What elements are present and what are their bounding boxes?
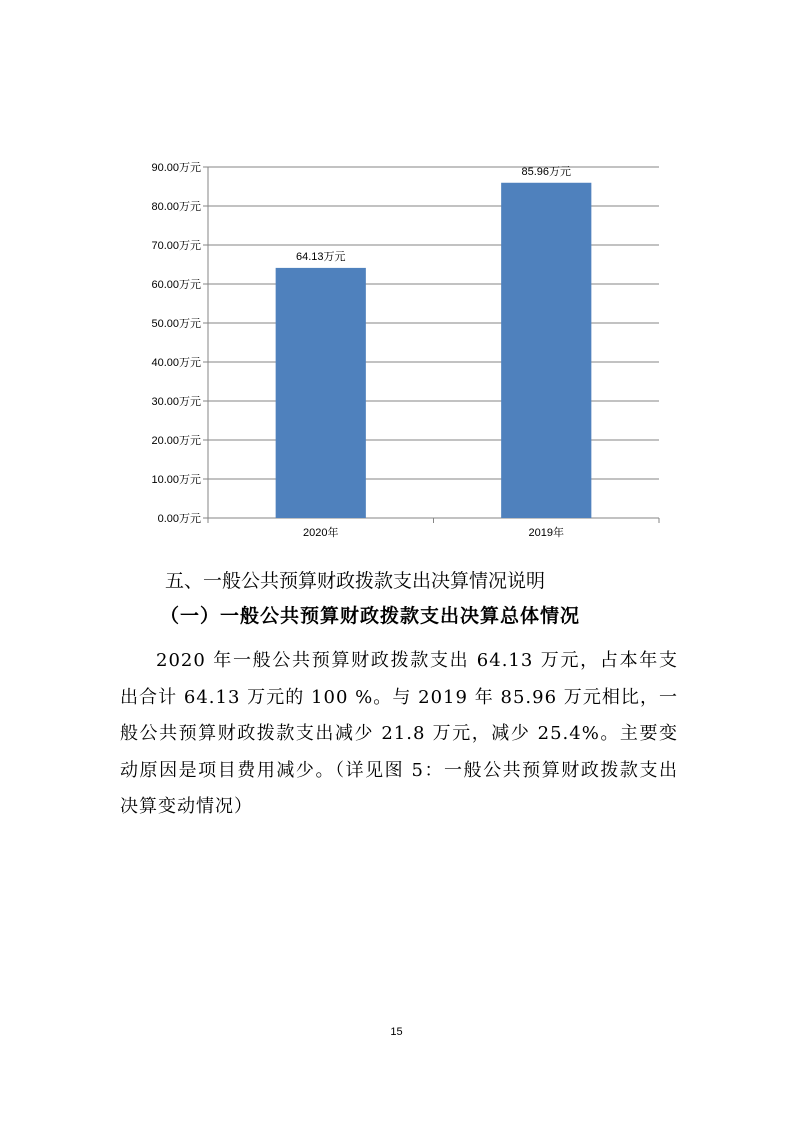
y-tick-label: 0.00万元 <box>157 513 201 525</box>
y-tick-label: 10.00万元 <box>151 474 201 486</box>
bar <box>501 183 591 518</box>
x-tick-label: 2019年 <box>528 527 564 539</box>
x-tick-label: 2020年 <box>303 527 339 539</box>
data-label: 85.96万元 <box>521 165 572 178</box>
bar <box>276 268 366 518</box>
y-tick-label: 30.00万元 <box>151 396 201 408</box>
y-tick-label: 20.00万元 <box>151 435 201 447</box>
page-number: 15 <box>390 1026 403 1038</box>
section-heading: 五、一般公共预算财政拨款支出决算情况说明 <box>165 570 546 592</box>
y-tick-label: 70.00万元 <box>151 240 201 252</box>
y-tick-label: 90.00万元 <box>151 162 201 174</box>
y-tick-label: 40.00万元 <box>151 357 201 369</box>
data-label: 64.13万元 <box>295 250 346 263</box>
section-subheading: （一）一般公共预算财政拨款支出决算总体情况 <box>160 605 581 627</box>
bar-chart <box>0 0 793 560</box>
y-tick-label: 80.00万元 <box>151 201 201 213</box>
y-tick-label: 60.00万元 <box>151 279 201 291</box>
y-tick-label: 50.00万元 <box>151 318 201 330</box>
body-paragraph: 2020 年一般公共预算财政拨款支出 64.13 万元，占本年支出合计 64.13 万元的 100 %。与 2019 年 85.96 万元相比，一般公共预算财政拨款支出减少 21.8 万元，减少 25.4%。主要变动原因是项目费用减少。（详见图 5：一般公共预算财政拨款支出决算变动情况） <box>120 650 678 817</box>
